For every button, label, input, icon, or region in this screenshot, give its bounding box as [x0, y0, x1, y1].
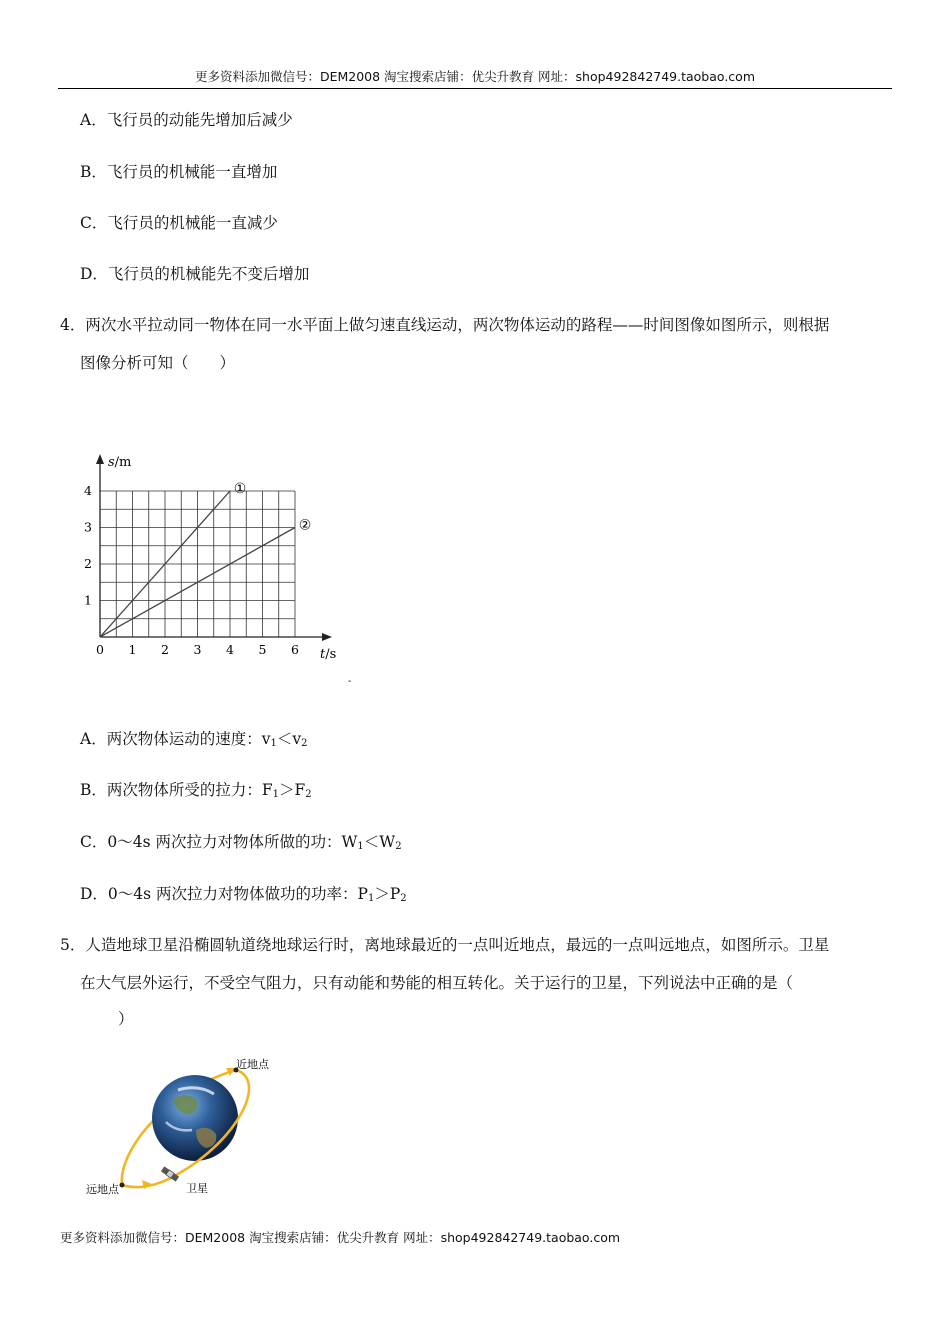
- q4-stem-line2: 图像分析可知（ ）: [80, 354, 236, 372]
- apogee-point: [120, 1183, 125, 1188]
- q3-option-c: C．飞行员的机械能一直减少: [80, 214, 278, 232]
- chart-series: [100, 481, 311, 637]
- label-apogee: 远地点: [86, 1183, 119, 1196]
- satellite-orbit-figure: [78, 1050, 288, 1200]
- s-t-chart: [70, 446, 360, 676]
- q3-option-d: D．飞行员的机械能先不变后增加: [80, 265, 310, 283]
- y-axis-arrow: [96, 454, 104, 464]
- y-tick-label: 4: [84, 483, 92, 498]
- stray-mark: -: [348, 676, 352, 687]
- q5-stem-line1: 5．人造地球卫星沿椭圆轨道绕地球运行时，离地球最近的一点叫近地点，最远的一点叫远地点，如图所示。卫星: [60, 936, 830, 954]
- label-satellite: 卫星: [186, 1182, 208, 1195]
- y-tick-label: 3: [84, 519, 92, 535]
- x-tick-label: 6: [291, 642, 299, 657]
- page-header: 更多资料添加微信号：DEM2008 淘宝搜索店铺：优尖升教育 网址：shop492842749.taobao.com: [58, 68, 892, 89]
- y-tick-label: 1: [84, 592, 92, 608]
- q4-option-a: A．两次物体运动的速度：$v_1<v_2$: [80, 730, 308, 749]
- x-tick-label: 1: [128, 642, 137, 657]
- y-axis-label: s/m: [108, 455, 132, 470]
- x-tick-label: 2: [161, 642, 169, 657]
- y-tick-label: 2: [84, 556, 92, 571]
- x-axis-label: t/s: [320, 647, 337, 662]
- q5-stem-line3: ）: [118, 1010, 134, 1028]
- chart-grid: [100, 491, 295, 637]
- x-tick-label: 3: [193, 642, 202, 657]
- series-label-1: ①: [233, 481, 247, 497]
- q5-stem-line2: 在大气层外运行，不受空气阻力，只有动能和势能的相互转化。关于运行的卫星，下列说法中正确的是（: [80, 974, 794, 992]
- x-tick-label: 5: [258, 642, 267, 657]
- x-tick-label: 4: [226, 642, 234, 657]
- series-label-2: ②: [298, 517, 312, 534]
- q4-option-d: D．0～4s 两次拉力对物体做功的功率：$P_1>P_2$: [80, 885, 407, 904]
- q3-option-a: A．飞行员的动能先增加后减少: [80, 111, 293, 129]
- q4-stem-line1: 4．两次水平拉动同一物体在同一水平面上做匀速直线运动，两次物体运动的路程——时间图像如图所示，则根据: [60, 316, 830, 334]
- x-axis-arrow: [322, 633, 332, 641]
- q3-option-b: B．飞行员的机械能一直增加: [80, 163, 278, 181]
- q4-option-b: B．两次物体所受的拉力：$F_1>F_2$: [80, 781, 312, 800]
- page-footer: 更多资料添加微信号：DEM2008 淘宝搜索店铺：优尖升教育 网址：shop492842749.taobao.com: [60, 1230, 621, 1245]
- q4-option-c: C．0～4s 两次拉力对物体所做的功：$W_1<W_2$: [80, 833, 402, 852]
- x-tick-label: 0: [96, 642, 104, 657]
- label-perigee: 近地点: [236, 1058, 269, 1071]
